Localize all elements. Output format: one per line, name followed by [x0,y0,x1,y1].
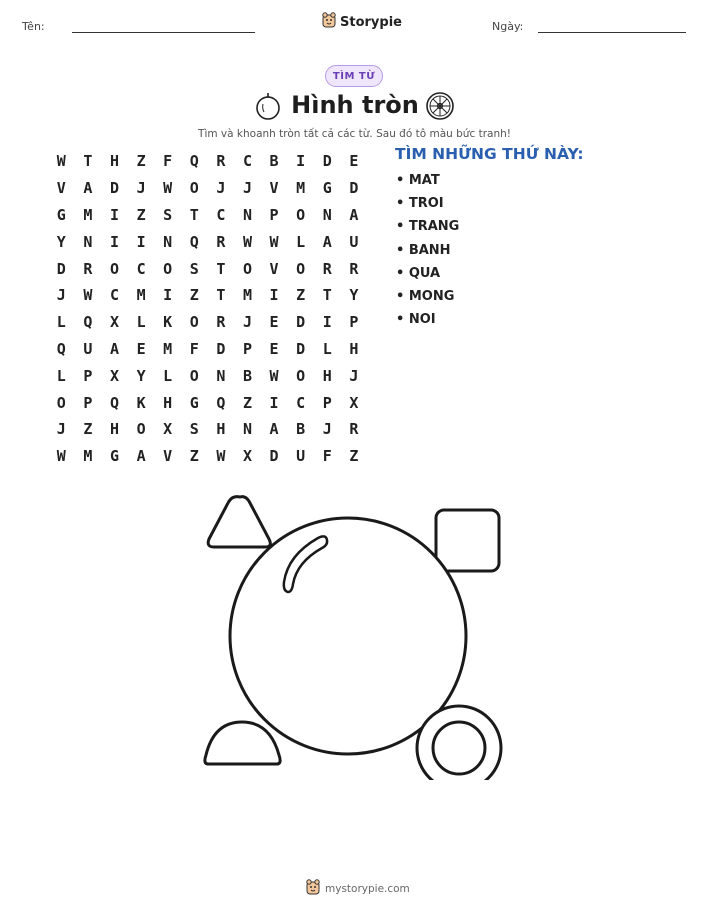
grid-cell: M [83,205,93,224]
grid-cell: Y [136,366,146,385]
grid-cell: M [296,179,306,198]
grid-cell: P [269,205,279,224]
grid-cell: A [136,447,146,466]
grid-cell: L [56,313,66,332]
word-list-item: • NOI [396,312,436,328]
grid-cell: O [163,259,173,278]
grid-cell: R [83,259,93,278]
grid-cell: X [109,313,119,332]
grid-cell: G [189,393,199,412]
brand-name: Storypie [340,14,402,30]
grid-cell: R [349,420,359,439]
grid-cell: Z [349,447,359,466]
grid-cell: O [296,366,306,385]
grid-cell: R [216,152,226,171]
grid-cell: D [296,313,306,332]
grid-cell: Y [56,232,66,251]
page-title: Hình tròn [291,91,419,119]
grid-cell: Z [189,286,199,305]
grid-cell: L [56,366,66,385]
grid-cell: X [242,447,252,466]
grid-cell: Z [83,420,93,439]
grid-cell: C [242,152,252,171]
grid-cell: D [322,152,332,171]
grid-cell: Q [216,393,226,412]
grid-cell: C [109,286,119,305]
grid-cell: Z [136,205,146,224]
grid-cell: C [216,205,226,224]
word-list-item: • TRANG [396,219,460,235]
grid-cell: I [322,313,332,332]
storypie-logo-icon [306,879,320,899]
grid-cell: H [109,152,119,171]
grid-cell: O [242,259,252,278]
grid-cell: O [189,179,199,198]
grid-cell: N [242,420,252,439]
grid-cell: O [109,259,119,278]
grid-cell: V [269,259,279,278]
grid-cell: H [163,393,173,412]
grid-cell: G [56,205,66,224]
grid-cell: T [216,259,226,278]
wheel-icon [425,91,455,125]
half-circle-shape [205,722,280,764]
grid-cell: R [216,232,226,251]
grid-cell: S [163,205,173,224]
grid-cell: I [109,205,119,224]
grid-cell: W [56,447,66,466]
footer [306,879,410,899]
grid-cell: C [296,393,306,412]
grid-cell: X [163,420,173,439]
grid-cell: J [136,179,146,198]
grid-cell: N [322,205,332,224]
grid-cell: P [83,393,93,412]
coloring-picture [0,480,709,780]
grid-cell: N [242,205,252,224]
grid-cell: E [349,152,359,171]
grid-cell: Q [109,393,119,412]
grid-cell: I [269,286,279,305]
grid-cell: B [296,420,306,439]
grid-cell: W [83,286,93,305]
grid-cell: F [163,152,173,171]
name-label: Tên: [22,20,45,33]
grid-cell: A [269,420,279,439]
grid-cell: E [269,339,279,358]
ring-inner-shape [433,722,485,774]
word-list [396,172,459,334]
grid-cell: L [136,313,146,332]
grid-cell: Z [189,447,199,466]
footer-url: mystorypie.com [325,883,410,895]
grid-cell: D [109,179,119,198]
grid-cell: P [83,366,93,385]
grid-cell: G [322,179,332,198]
grid-cell: S [189,259,199,278]
brand-logo [322,12,402,32]
grid-cell: D [296,339,306,358]
grid-cell: Q [189,152,199,171]
grid-cell: B [269,152,279,171]
grid-cell: O [136,420,146,439]
grid-cell: I [109,232,119,251]
grid-cell: M [83,447,93,466]
word-list-item: • BANH [396,242,451,258]
grid-cell: H [109,420,119,439]
grid-cell: R [216,313,226,332]
grid-cell: T [216,286,226,305]
word-list-item: • TROI [396,196,444,212]
grid-cell: A [83,179,93,198]
name-line [72,32,255,33]
grid-cell: H [216,420,226,439]
grid-cell: L [322,339,332,358]
grid-cell: H [349,339,359,358]
date-line [538,32,686,33]
date-label: Ngày: [492,20,524,33]
storypie-logo-icon [322,12,336,32]
grid-cell: W [269,232,279,251]
grid-cell: W [269,366,279,385]
grid-cell: N [216,366,226,385]
grid-cell: G [109,447,119,466]
grid-cell: T [83,152,93,171]
word-list-item: • MONG [396,288,455,304]
word-list-item: • QUA [396,265,441,281]
grid-cell: D [56,259,66,278]
grid-cell: J [216,179,226,198]
grid-cell: L [296,232,306,251]
grid-cell: P [242,339,252,358]
grid-cell: H [322,366,332,385]
grid-cell: W [216,447,226,466]
square-shape [436,510,499,571]
grid-cell: V [163,447,173,466]
grid-cell: D [216,339,226,358]
grid-cell: J [349,366,359,385]
triangle-shape [208,497,270,547]
grid-cell: U [349,232,359,251]
grid-cell: X [109,366,119,385]
grid-cell: K [136,393,146,412]
grid-cell: L [163,366,173,385]
word-search-grid [48,148,368,470]
grid-cell: X [349,393,359,412]
grid-cell: J [56,420,66,439]
grid-cell: O [56,393,66,412]
grid-cell: N [163,232,173,251]
grid-cell: C [136,259,146,278]
word-list-title: TÌM NHỮNG THỨ NÀY: [395,145,584,163]
instructions: Tìm và khoanh tròn tất cả các từ. Sau đó tô màu bức tranh! [198,128,511,140]
grid-cell: A [322,232,332,251]
grid-cell: M [163,339,173,358]
grid-cell: V [56,179,66,198]
activity-badge: TÌM TỪ [325,65,383,87]
grid-cell: O [189,313,199,332]
grid-cell: J [242,313,252,332]
grid-cell: Z [296,286,306,305]
grid-cell: R [349,259,359,278]
grid-cell: E [136,339,146,358]
grid-cell: Z [136,152,146,171]
grid-cell: D [349,179,359,198]
grid-cell: I [136,232,146,251]
grid-cell: W [163,179,173,198]
grid-cell: J [322,420,332,439]
grid-cell: I [163,286,173,305]
grid-cell: T [322,286,332,305]
grid-cell: M [136,286,146,305]
tomato-icon [254,91,282,125]
grid-cell: E [269,313,279,332]
grid-cell: O [296,259,306,278]
grid-cell: O [296,205,306,224]
grid-cell: K [163,313,173,332]
grid-cell: J [242,179,252,198]
grid-cell: W [56,152,66,171]
grid-cell: R [322,259,332,278]
grid-cell: U [83,339,93,358]
grid-cell: I [296,152,306,171]
grid-cell: Q [83,313,93,332]
grid-cell: A [349,205,359,224]
grid-cell: V [269,179,279,198]
grid-cell: Y [349,286,359,305]
grid-cell: A [109,339,119,358]
grid-cell: Z [242,393,252,412]
grid-cell: O [189,366,199,385]
grid-cell: P [322,393,332,412]
grid-cell: I [269,393,279,412]
grid-cell: Q [56,339,66,358]
grid-cell: P [349,313,359,332]
grid-cell: U [296,447,306,466]
grid-cell: F [189,339,199,358]
grid-cell: J [56,286,66,305]
grid-cell: M [242,286,252,305]
grid-cell: B [242,366,252,385]
grid-cell: T [189,205,199,224]
grid-cell: S [189,420,199,439]
grid-cell: N [83,232,93,251]
grid-cell: Q [189,232,199,251]
grid-cell: W [242,232,252,251]
grid-cell: F [322,447,332,466]
word-list-item: • MAT [396,173,440,188]
grid-cell: D [269,447,279,466]
